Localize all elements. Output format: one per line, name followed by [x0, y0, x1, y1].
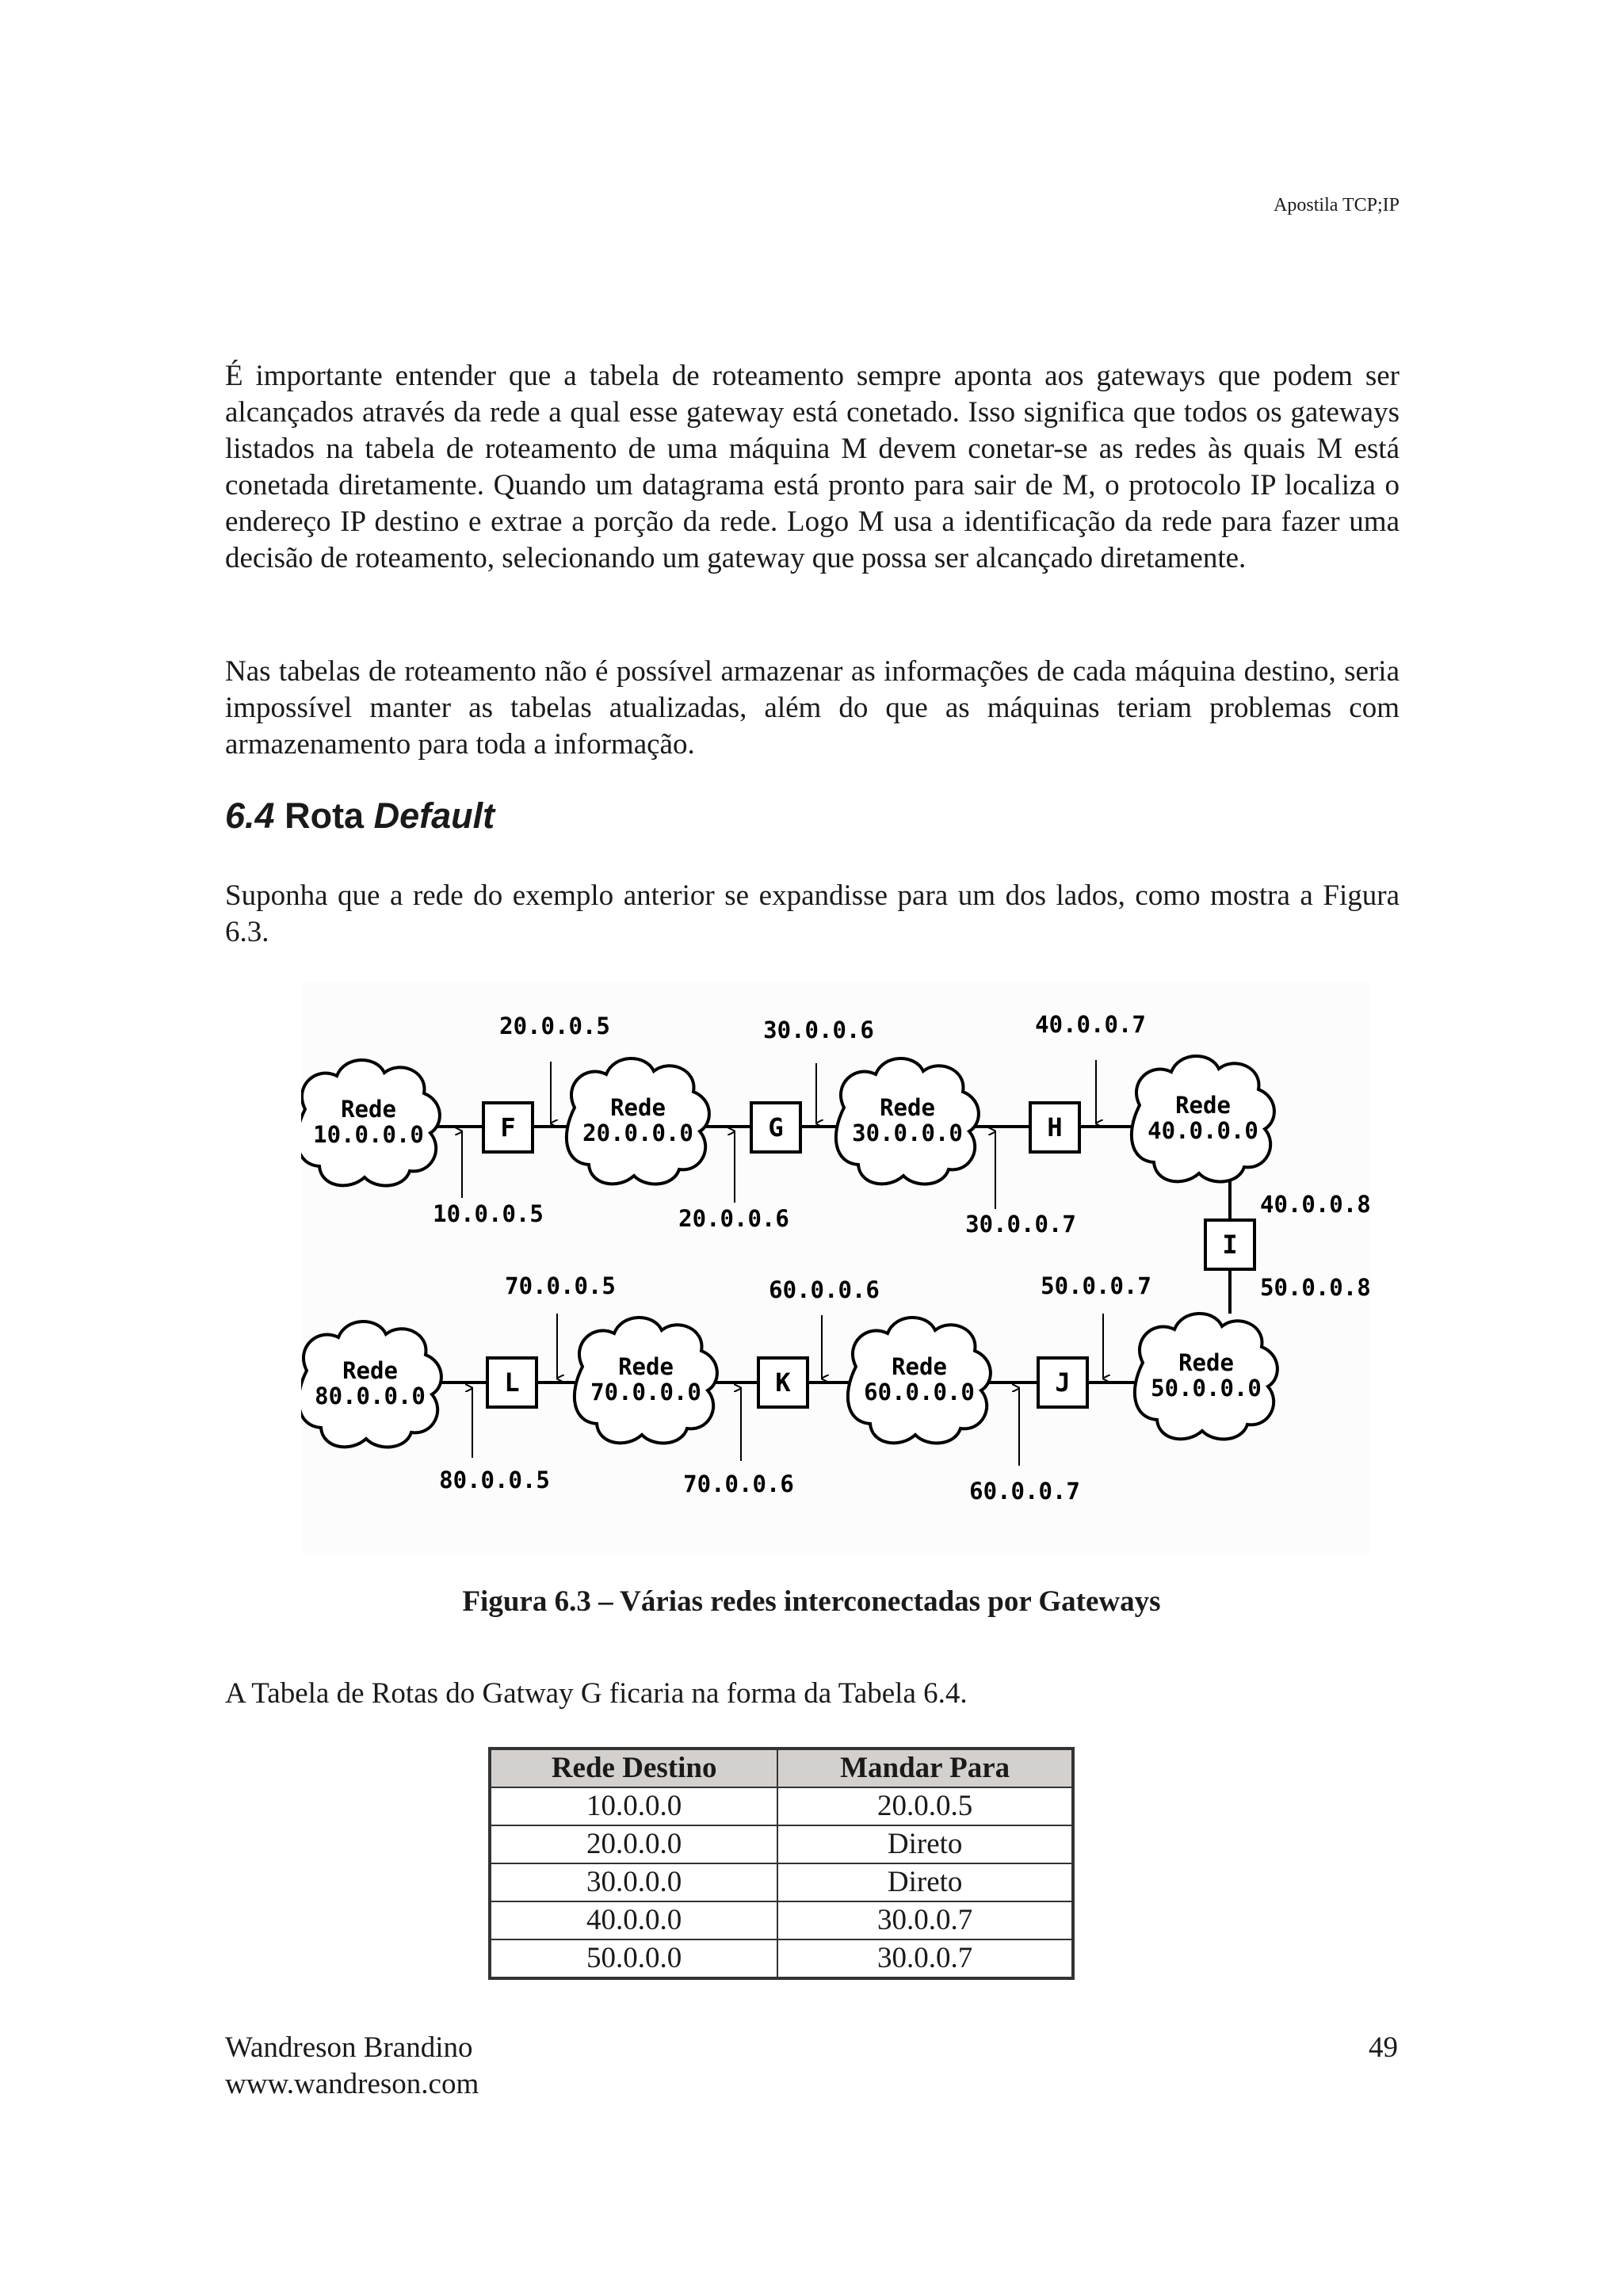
- cloud-network-address: 10.0.0.0: [313, 1121, 424, 1148]
- gateway-g: [751, 1103, 800, 1152]
- gateway-label: J: [1055, 1367, 1071, 1398]
- cloud-rede-10: [301, 1060, 440, 1186]
- address-label: 60.0.0.7: [969, 1478, 1080, 1505]
- column-header: Mandar Para: [777, 1749, 1073, 1787]
- table-cell: 30.0.0.7: [777, 1939, 1073, 1978]
- cloud-label: Rede: [610, 1094, 666, 1121]
- figure-caption: Figura 6.3 – Várias redes interconectadas por Gateways: [462, 1585, 1161, 1618]
- cloud-rede-80: [301, 1322, 441, 1447]
- section-number: 6.4: [225, 795, 275, 836]
- table-cell: 20.0.0.0: [490, 1825, 777, 1863]
- cloud-label: Rede: [342, 1357, 398, 1384]
- table-row: [490, 1939, 1073, 1978]
- gateway-h: [1030, 1103, 1079, 1152]
- address-label: 30.0.0.7: [965, 1211, 1076, 1238]
- gateway-label: H: [1047, 1112, 1063, 1142]
- paragraph-storage: Nas tabelas de roteamento não é possível armazenar as informações de cada máquina destino, seria impossível manter as tabelas atualizadas, além do que as máquinas teriam problemas com armazenamento para toda a informação.: [225, 655, 1400, 761]
- cloud-label: Rede: [892, 1353, 947, 1380]
- table-row: [490, 1825, 1073, 1863]
- address-label: 80.0.0.5: [439, 1466, 550, 1493]
- paragraph-table-intro: A Tabela de Rotas do Gatway G ficaria na forma da Tabela 6.4.: [225, 1677, 968, 1710]
- cloud-network-address: 40.0.0.0: [1148, 1117, 1258, 1144]
- paragraph-routing-table: É importante entender que a tabela de roteamento sempre aponta aos gateways que podem ser alcançados através da rede a qual esse gateway está conetado. Isso significa que todos os gateways listados na tabela de roteamento de uma máquina M devem conetar-se as redes às quais M está conetada diretamente. Quando um datagrama está pronto para sair de M, o protocolo IP localiza o endereço IP destino e extrae a porção da rede. Logo M usa a identificação da rede para fazer uma decisão de roteamento, selecionando um gateway que possa ser alcançado diretamente.: [225, 360, 1400, 574]
- table-cell: 10.0.0.0: [490, 1787, 777, 1825]
- gateway-k: [758, 1358, 808, 1407]
- cloud-network-address: 80.0.0.0: [315, 1383, 426, 1409]
- address-label: 20.0.0.6: [678, 1205, 789, 1232]
- footer-author-block: [225, 2030, 479, 2103]
- cloud-label: Rede: [880, 1094, 935, 1121]
- page-number: 49: [1369, 2031, 1398, 2064]
- cloud-network-address: 30.0.0.0: [852, 1119, 963, 1146]
- address-label: 70.0.0.5: [505, 1272, 616, 1299]
- table-cell: 30.0.0.7: [777, 1901, 1073, 1939]
- network-diagram: [301, 982, 1371, 1553]
- table-header-row: [490, 1749, 1073, 1787]
- footer-author: Wandreson Brandino: [225, 2031, 473, 2064]
- column-header: Rede Destino: [490, 1749, 777, 1787]
- paragraph-intro-figure: Suponha que a rede do exemplo anterior se expandisse para um dos lados, como mostra a Figura 6.3.: [225, 879, 1400, 948]
- address-label: 50.0.0.8: [1260, 1274, 1371, 1301]
- cloud-network-address: 20.0.0.0: [582, 1119, 693, 1146]
- address-label: 20.0.0.5: [499, 1013, 610, 1039]
- table-row: [490, 1863, 1073, 1901]
- address-label: 50.0.0.7: [1041, 1272, 1151, 1299]
- cloud-network-address: 60.0.0.0: [864, 1379, 975, 1405]
- table-row: [490, 1901, 1073, 1939]
- cloud-rede-40: [1132, 1056, 1274, 1182]
- cloud-rede-20: [567, 1058, 709, 1184]
- gateway-i: [1205, 1220, 1254, 1269]
- table-cell: 30.0.0.0: [490, 1863, 777, 1901]
- cloud-rede-50: [1135, 1314, 1277, 1440]
- cloud-rede-60: [848, 1318, 991, 1444]
- table-cell: Direto: [777, 1825, 1073, 1863]
- gateway-label: G: [768, 1112, 784, 1142]
- footer-website[interactable]: www.wandreson.com: [225, 2068, 479, 2100]
- table-cell: 20.0.0.5: [777, 1787, 1073, 1825]
- gateway-label: L: [504, 1367, 520, 1398]
- cloud-rede-70: [575, 1318, 717, 1444]
- routing-table: [488, 1747, 1075, 1980]
- cloud-rede-30: [836, 1058, 979, 1184]
- cloud-label: Rede: [1178, 1349, 1234, 1376]
- address-label: 40.0.0.8: [1260, 1191, 1371, 1218]
- gateway-f: [483, 1103, 533, 1152]
- gateway-label: K: [775, 1367, 791, 1398]
- address-label: 10.0.0.5: [433, 1200, 544, 1227]
- table-cell: 40.0.0.0: [490, 1901, 777, 1939]
- running-header: Apostila TCP;IP: [1274, 195, 1400, 215]
- cloud-label: Rede: [341, 1096, 396, 1123]
- address-label: 70.0.0.6: [683, 1470, 794, 1497]
- cloud-network-address: 70.0.0.0: [590, 1379, 701, 1405]
- section-title-italic: Default: [373, 795, 495, 836]
- gateway-j: [1038, 1358, 1087, 1407]
- cloud-label: Rede: [618, 1353, 674, 1380]
- address-label: 60.0.0.6: [769, 1276, 880, 1303]
- section-heading: [225, 795, 495, 837]
- gateway-label: F: [500, 1112, 516, 1142]
- table-row: [490, 1787, 1073, 1825]
- section-title: Rota: [285, 795, 365, 836]
- table-cell: Direto: [777, 1863, 1073, 1901]
- cloud-label: Rede: [1175, 1092, 1231, 1119]
- address-label: 40.0.0.7: [1035, 1011, 1146, 1038]
- address-label: 30.0.0.6: [763, 1016, 874, 1043]
- gateway-l: [487, 1358, 537, 1407]
- cloud-network-address: 50.0.0.0: [1151, 1375, 1262, 1402]
- table-cell: 50.0.0.0: [490, 1939, 777, 1978]
- gateway-label: I: [1222, 1230, 1238, 1260]
